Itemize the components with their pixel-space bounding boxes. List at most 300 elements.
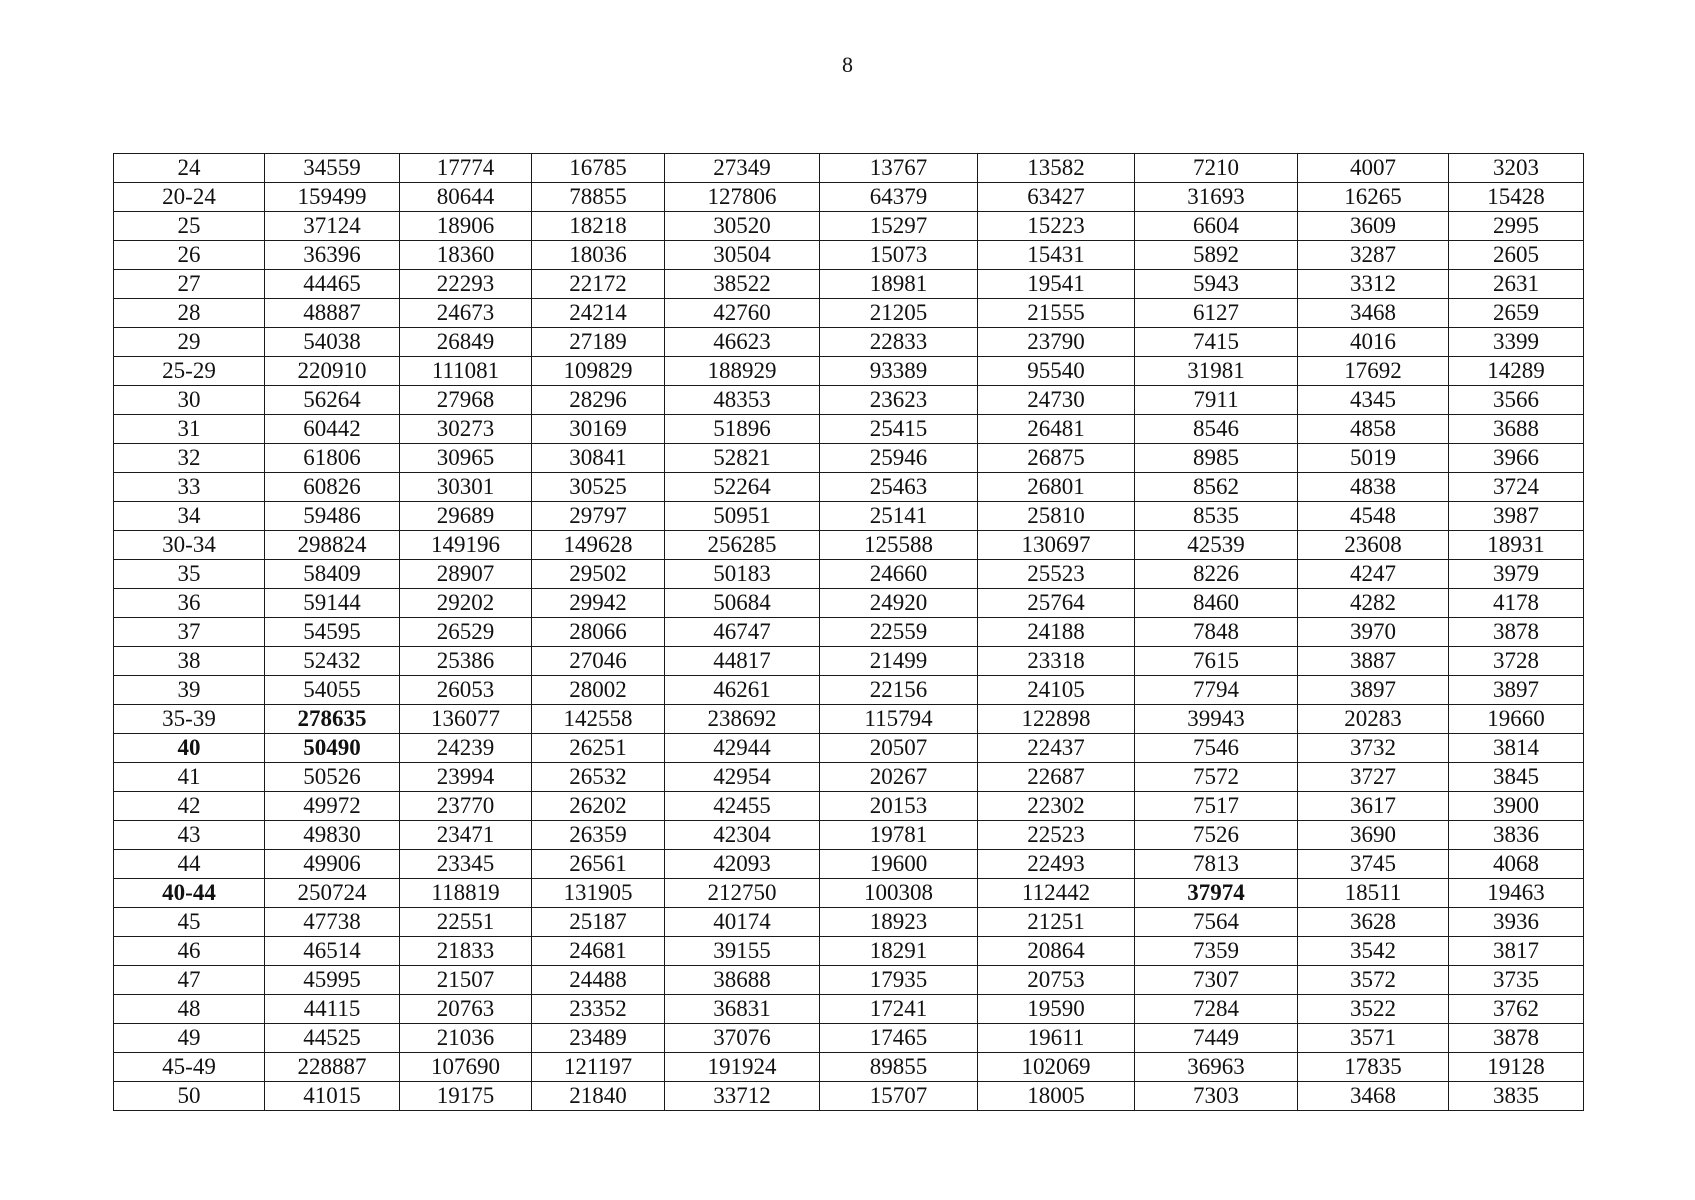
value-cell: 23623 — [820, 386, 978, 415]
value-cell: 36831 — [665, 995, 820, 1024]
value-cell: 50183 — [665, 560, 820, 589]
age-cell: 49 — [114, 1024, 265, 1053]
value-cell: 8562 — [1135, 473, 1298, 502]
value-cell: 26561 — [532, 850, 665, 879]
table-row — [114, 386, 1584, 415]
table-body — [114, 154, 1584, 1111]
value-cell: 19128 — [1449, 1053, 1584, 1082]
value-cell: 21833 — [400, 937, 532, 966]
value-cell: 23489 — [532, 1024, 665, 1053]
value-cell: 50490 — [265, 734, 400, 763]
value-cell: 4282 — [1298, 589, 1449, 618]
value-cell: 22523 — [978, 821, 1135, 850]
value-cell: 23352 — [532, 995, 665, 1024]
value-cell: 17692 — [1298, 357, 1449, 386]
value-cell: 3628 — [1298, 908, 1449, 937]
value-cell: 8535 — [1135, 502, 1298, 531]
value-cell: 49906 — [265, 850, 400, 879]
value-cell: 111081 — [400, 357, 532, 386]
value-cell: 25523 — [978, 560, 1135, 589]
value-cell: 5943 — [1135, 270, 1298, 299]
value-cell: 17935 — [820, 966, 978, 995]
value-cell: 3312 — [1298, 270, 1449, 299]
value-cell: 24673 — [400, 299, 532, 328]
table-row — [114, 154, 1584, 183]
value-cell: 25141 — [820, 502, 978, 531]
value-cell: 78855 — [532, 183, 665, 212]
value-cell: 19590 — [978, 995, 1135, 1024]
value-cell: 26532 — [532, 763, 665, 792]
value-cell: 3617 — [1298, 792, 1449, 821]
value-cell: 125588 — [820, 531, 978, 560]
value-cell: 16785 — [532, 154, 665, 183]
value-cell: 42954 — [665, 763, 820, 792]
value-cell: 24105 — [978, 676, 1135, 705]
age-cell: 26 — [114, 241, 265, 270]
age-cell: 42 — [114, 792, 265, 821]
value-cell: 4548 — [1298, 502, 1449, 531]
table-row — [114, 502, 1584, 531]
value-cell: 44465 — [265, 270, 400, 299]
value-cell: 42455 — [665, 792, 820, 821]
value-cell: 34559 — [265, 154, 400, 183]
age-cell: 44 — [114, 850, 265, 879]
value-cell: 15073 — [820, 241, 978, 270]
table-row — [114, 618, 1584, 647]
value-cell: 30504 — [665, 241, 820, 270]
value-cell: 28296 — [532, 386, 665, 415]
value-cell: 25764 — [978, 589, 1135, 618]
value-cell: 93389 — [820, 357, 978, 386]
table-row — [114, 966, 1584, 995]
value-cell: 7794 — [1135, 676, 1298, 705]
value-cell: 20267 — [820, 763, 978, 792]
value-cell: 29502 — [532, 560, 665, 589]
value-cell: 7359 — [1135, 937, 1298, 966]
value-cell: 30520 — [665, 212, 820, 241]
value-cell: 24730 — [978, 386, 1135, 415]
value-cell: 8226 — [1135, 560, 1298, 589]
value-cell: 7848 — [1135, 618, 1298, 647]
value-cell: 29942 — [532, 589, 665, 618]
value-cell: 26529 — [400, 618, 532, 647]
value-cell: 38688 — [665, 966, 820, 995]
value-cell: 42093 — [665, 850, 820, 879]
age-cell: 25-29 — [114, 357, 265, 386]
value-cell: 63427 — [978, 183, 1135, 212]
value-cell: 48887 — [265, 299, 400, 328]
age-cell: 38 — [114, 647, 265, 676]
age-cell: 40 — [114, 734, 265, 763]
value-cell: 36963 — [1135, 1053, 1298, 1082]
value-cell: 228887 — [265, 1053, 400, 1082]
value-cell: 3468 — [1298, 299, 1449, 328]
value-cell: 19781 — [820, 821, 978, 850]
table-row — [114, 299, 1584, 328]
value-cell: 23608 — [1298, 531, 1449, 560]
value-cell: 3727 — [1298, 763, 1449, 792]
value-cell: 60826 — [265, 473, 400, 502]
value-cell: 29797 — [532, 502, 665, 531]
value-cell: 23345 — [400, 850, 532, 879]
value-cell: 8985 — [1135, 444, 1298, 473]
value-cell: 19611 — [978, 1024, 1135, 1053]
value-cell: 22172 — [532, 270, 665, 299]
value-cell: 21251 — [978, 908, 1135, 937]
value-cell: 42304 — [665, 821, 820, 850]
value-cell: 30301 — [400, 473, 532, 502]
value-cell: 18005 — [978, 1082, 1135, 1111]
value-cell: 36396 — [265, 241, 400, 270]
value-cell: 107690 — [400, 1053, 532, 1082]
value-cell: 121197 — [532, 1053, 665, 1082]
age-cell: 45-49 — [114, 1053, 265, 1082]
value-cell: 29202 — [400, 589, 532, 618]
value-cell: 3287 — [1298, 241, 1449, 270]
value-cell: 5019 — [1298, 444, 1449, 473]
value-cell: 18036 — [532, 241, 665, 270]
value-cell: 3897 — [1449, 676, 1584, 705]
value-cell: 278635 — [265, 705, 400, 734]
value-cell: 2605 — [1449, 241, 1584, 270]
value-cell: 30169 — [532, 415, 665, 444]
age-cell: 50 — [114, 1082, 265, 1111]
value-cell: 42944 — [665, 734, 820, 763]
value-cell: 22833 — [820, 328, 978, 357]
value-cell: 3814 — [1449, 734, 1584, 763]
value-cell: 50684 — [665, 589, 820, 618]
value-cell: 4016 — [1298, 328, 1449, 357]
age-cell: 48 — [114, 995, 265, 1024]
value-cell: 3745 — [1298, 850, 1449, 879]
value-cell: 7517 — [1135, 792, 1298, 821]
value-cell: 44817 — [665, 647, 820, 676]
value-cell: 14289 — [1449, 357, 1584, 386]
value-cell: 21840 — [532, 1082, 665, 1111]
value-cell: 3732 — [1298, 734, 1449, 763]
value-cell: 2631 — [1449, 270, 1584, 299]
value-cell: 52821 — [665, 444, 820, 473]
value-cell: 3936 — [1449, 908, 1584, 937]
value-cell: 24681 — [532, 937, 665, 966]
age-cell: 45 — [114, 908, 265, 937]
value-cell: 8460 — [1135, 589, 1298, 618]
value-cell: 21499 — [820, 647, 978, 676]
value-cell: 54038 — [265, 328, 400, 357]
value-cell: 18931 — [1449, 531, 1584, 560]
value-cell: 24214 — [532, 299, 665, 328]
value-cell: 42539 — [1135, 531, 1298, 560]
value-cell: 25810 — [978, 502, 1135, 531]
value-cell: 18981 — [820, 270, 978, 299]
age-cell: 34 — [114, 502, 265, 531]
value-cell: 7303 — [1135, 1082, 1298, 1111]
value-cell: 3900 — [1449, 792, 1584, 821]
value-cell: 131905 — [532, 879, 665, 908]
value-cell: 17465 — [820, 1024, 978, 1053]
table-row — [114, 705, 1584, 734]
value-cell: 118819 — [400, 879, 532, 908]
value-cell: 22156 — [820, 676, 978, 705]
value-cell: 26202 — [532, 792, 665, 821]
value-cell: 28907 — [400, 560, 532, 589]
value-cell: 25415 — [820, 415, 978, 444]
value-cell: 7813 — [1135, 850, 1298, 879]
value-cell: 50951 — [665, 502, 820, 531]
value-cell: 25187 — [532, 908, 665, 937]
value-cell: 38522 — [665, 270, 820, 299]
value-cell: 37124 — [265, 212, 400, 241]
value-cell: 46514 — [265, 937, 400, 966]
value-cell: 59144 — [265, 589, 400, 618]
value-cell: 18511 — [1298, 879, 1449, 908]
value-cell: 52432 — [265, 647, 400, 676]
value-cell: 19600 — [820, 850, 978, 879]
value-cell: 7449 — [1135, 1024, 1298, 1053]
value-cell: 22293 — [400, 270, 532, 299]
value-cell: 19660 — [1449, 705, 1584, 734]
age-cell: 30-34 — [114, 531, 265, 560]
value-cell: 28002 — [532, 676, 665, 705]
value-cell: 5892 — [1135, 241, 1298, 270]
value-cell: 15707 — [820, 1082, 978, 1111]
table-row — [114, 734, 1584, 763]
value-cell: 7911 — [1135, 386, 1298, 415]
value-cell: 95540 — [978, 357, 1135, 386]
value-cell: 7572 — [1135, 763, 1298, 792]
value-cell: 26481 — [978, 415, 1135, 444]
table-row — [114, 647, 1584, 676]
age-cell: 24 — [114, 154, 265, 183]
table-row — [114, 415, 1584, 444]
value-cell: 24920 — [820, 589, 978, 618]
value-cell: 56264 — [265, 386, 400, 415]
value-cell: 16265 — [1298, 183, 1449, 212]
value-cell: 21555 — [978, 299, 1135, 328]
value-cell: 30273 — [400, 415, 532, 444]
value-cell: 6127 — [1135, 299, 1298, 328]
value-cell: 2995 — [1449, 212, 1584, 241]
value-cell: 3845 — [1449, 763, 1584, 792]
value-cell: 24188 — [978, 618, 1135, 647]
value-cell: 4007 — [1298, 154, 1449, 183]
value-cell: 3835 — [1449, 1082, 1584, 1111]
table-row — [114, 1024, 1584, 1053]
value-cell: 22551 — [400, 908, 532, 937]
value-cell: 24660 — [820, 560, 978, 589]
value-cell: 3735 — [1449, 966, 1584, 995]
value-cell: 30525 — [532, 473, 665, 502]
value-cell: 26801 — [978, 473, 1135, 502]
value-cell: 45995 — [265, 966, 400, 995]
value-cell: 18291 — [820, 937, 978, 966]
value-cell: 102069 — [978, 1053, 1135, 1082]
table-row — [114, 821, 1584, 850]
value-cell: 142558 — [532, 705, 665, 734]
age-cell: 31 — [114, 415, 265, 444]
value-cell: 20507 — [820, 734, 978, 763]
age-cell: 43 — [114, 821, 265, 850]
age-cell: 25 — [114, 212, 265, 241]
value-cell: 3542 — [1298, 937, 1449, 966]
value-cell: 3571 — [1298, 1024, 1449, 1053]
value-cell: 4068 — [1449, 850, 1584, 879]
value-cell: 59486 — [265, 502, 400, 531]
age-cell: 35-39 — [114, 705, 265, 734]
value-cell: 8546 — [1135, 415, 1298, 444]
age-cell: 40-44 — [114, 879, 265, 908]
value-cell: 149196 — [400, 531, 532, 560]
page-number: 8 — [842, 52, 853, 77]
value-cell: 27968 — [400, 386, 532, 415]
value-cell: 15297 — [820, 212, 978, 241]
value-cell: 40174 — [665, 908, 820, 937]
value-cell: 29689 — [400, 502, 532, 531]
value-cell: 4178 — [1449, 589, 1584, 618]
table-row — [114, 937, 1584, 966]
value-cell: 27349 — [665, 154, 820, 183]
value-cell: 4838 — [1298, 473, 1449, 502]
value-cell: 256285 — [665, 531, 820, 560]
value-cell: 22493 — [978, 850, 1135, 879]
value-cell: 7210 — [1135, 154, 1298, 183]
value-cell: 130697 — [978, 531, 1135, 560]
value-cell: 28066 — [532, 618, 665, 647]
value-cell: 19175 — [400, 1082, 532, 1111]
value-cell: 60442 — [265, 415, 400, 444]
age-cell: 41 — [114, 763, 265, 792]
value-cell: 58409 — [265, 560, 400, 589]
value-cell: 3399 — [1449, 328, 1584, 357]
value-cell: 127806 — [665, 183, 820, 212]
table-row — [114, 328, 1584, 357]
age-cell: 39 — [114, 676, 265, 705]
value-cell: 159499 — [265, 183, 400, 212]
value-cell: 2659 — [1449, 299, 1584, 328]
value-cell: 25463 — [820, 473, 978, 502]
value-cell: 30841 — [532, 444, 665, 473]
value-cell: 23318 — [978, 647, 1135, 676]
value-cell: 31693 — [1135, 183, 1298, 212]
value-cell: 44525 — [265, 1024, 400, 1053]
value-cell: 31981 — [1135, 357, 1298, 386]
value-cell: 26251 — [532, 734, 665, 763]
value-cell: 136077 — [400, 705, 532, 734]
value-cell: 3572 — [1298, 966, 1449, 995]
value-cell: 6604 — [1135, 212, 1298, 241]
value-cell: 30965 — [400, 444, 532, 473]
value-cell: 37076 — [665, 1024, 820, 1053]
value-cell: 24239 — [400, 734, 532, 763]
value-cell: 3878 — [1449, 1024, 1584, 1053]
value-cell: 3566 — [1449, 386, 1584, 415]
table-row — [114, 676, 1584, 705]
table-row — [114, 357, 1584, 386]
value-cell: 39155 — [665, 937, 820, 966]
value-cell: 27189 — [532, 328, 665, 357]
value-cell: 3887 — [1298, 647, 1449, 676]
value-cell: 54055 — [265, 676, 400, 705]
value-cell: 238692 — [665, 705, 820, 734]
value-cell: 100308 — [820, 879, 978, 908]
value-cell: 3724 — [1449, 473, 1584, 502]
value-cell: 47738 — [265, 908, 400, 937]
table-row — [114, 995, 1584, 1024]
value-cell: 13582 — [978, 154, 1135, 183]
table-row — [114, 241, 1584, 270]
value-cell: 3728 — [1449, 647, 1584, 676]
value-cell: 27046 — [532, 647, 665, 676]
value-cell: 17835 — [1298, 1053, 1449, 1082]
value-cell: 39943 — [1135, 705, 1298, 734]
table-row — [114, 908, 1584, 937]
value-cell: 13767 — [820, 154, 978, 183]
value-cell: 19463 — [1449, 879, 1584, 908]
value-cell: 24488 — [532, 966, 665, 995]
value-cell: 3522 — [1298, 995, 1449, 1024]
value-cell: 44115 — [265, 995, 400, 1024]
value-cell: 250724 — [265, 879, 400, 908]
value-cell: 64379 — [820, 183, 978, 212]
value-cell: 191924 — [665, 1053, 820, 1082]
value-cell: 22559 — [820, 618, 978, 647]
value-cell: 7415 — [1135, 328, 1298, 357]
value-cell: 22437 — [978, 734, 1135, 763]
age-cell: 46 — [114, 937, 265, 966]
value-cell: 298824 — [265, 531, 400, 560]
value-cell: 49830 — [265, 821, 400, 850]
value-cell: 3878 — [1449, 618, 1584, 647]
value-cell: 3897 — [1298, 676, 1449, 705]
value-cell: 21205 — [820, 299, 978, 328]
value-cell: 4858 — [1298, 415, 1449, 444]
value-cell: 122898 — [978, 705, 1135, 734]
value-cell: 52264 — [665, 473, 820, 502]
value-cell: 3203 — [1449, 154, 1584, 183]
value-cell: 26849 — [400, 328, 532, 357]
table-row — [114, 589, 1584, 618]
value-cell: 3966 — [1449, 444, 1584, 473]
value-cell: 3979 — [1449, 560, 1584, 589]
value-cell: 23770 — [400, 792, 532, 821]
value-cell: 61806 — [265, 444, 400, 473]
value-cell: 26053 — [400, 676, 532, 705]
value-cell: 42760 — [665, 299, 820, 328]
value-cell: 7284 — [1135, 995, 1298, 1024]
value-cell: 18923 — [820, 908, 978, 937]
value-cell: 3690 — [1298, 821, 1449, 850]
value-cell: 17774 — [400, 154, 532, 183]
value-cell: 41015 — [265, 1082, 400, 1111]
value-cell: 7546 — [1135, 734, 1298, 763]
value-cell: 49972 — [265, 792, 400, 821]
table-row — [114, 879, 1584, 908]
table-row — [114, 850, 1584, 879]
value-cell: 54595 — [265, 618, 400, 647]
value-cell: 26359 — [532, 821, 665, 850]
value-cell: 115794 — [820, 705, 978, 734]
value-cell: 3609 — [1298, 212, 1449, 241]
value-cell: 3762 — [1449, 995, 1584, 1024]
table-row — [114, 531, 1584, 560]
age-cell: 36 — [114, 589, 265, 618]
value-cell: 3688 — [1449, 415, 1584, 444]
value-cell: 18360 — [400, 241, 532, 270]
value-cell: 188929 — [665, 357, 820, 386]
value-cell: 15431 — [978, 241, 1135, 270]
age-cell: 27 — [114, 270, 265, 299]
value-cell: 3836 — [1449, 821, 1584, 850]
